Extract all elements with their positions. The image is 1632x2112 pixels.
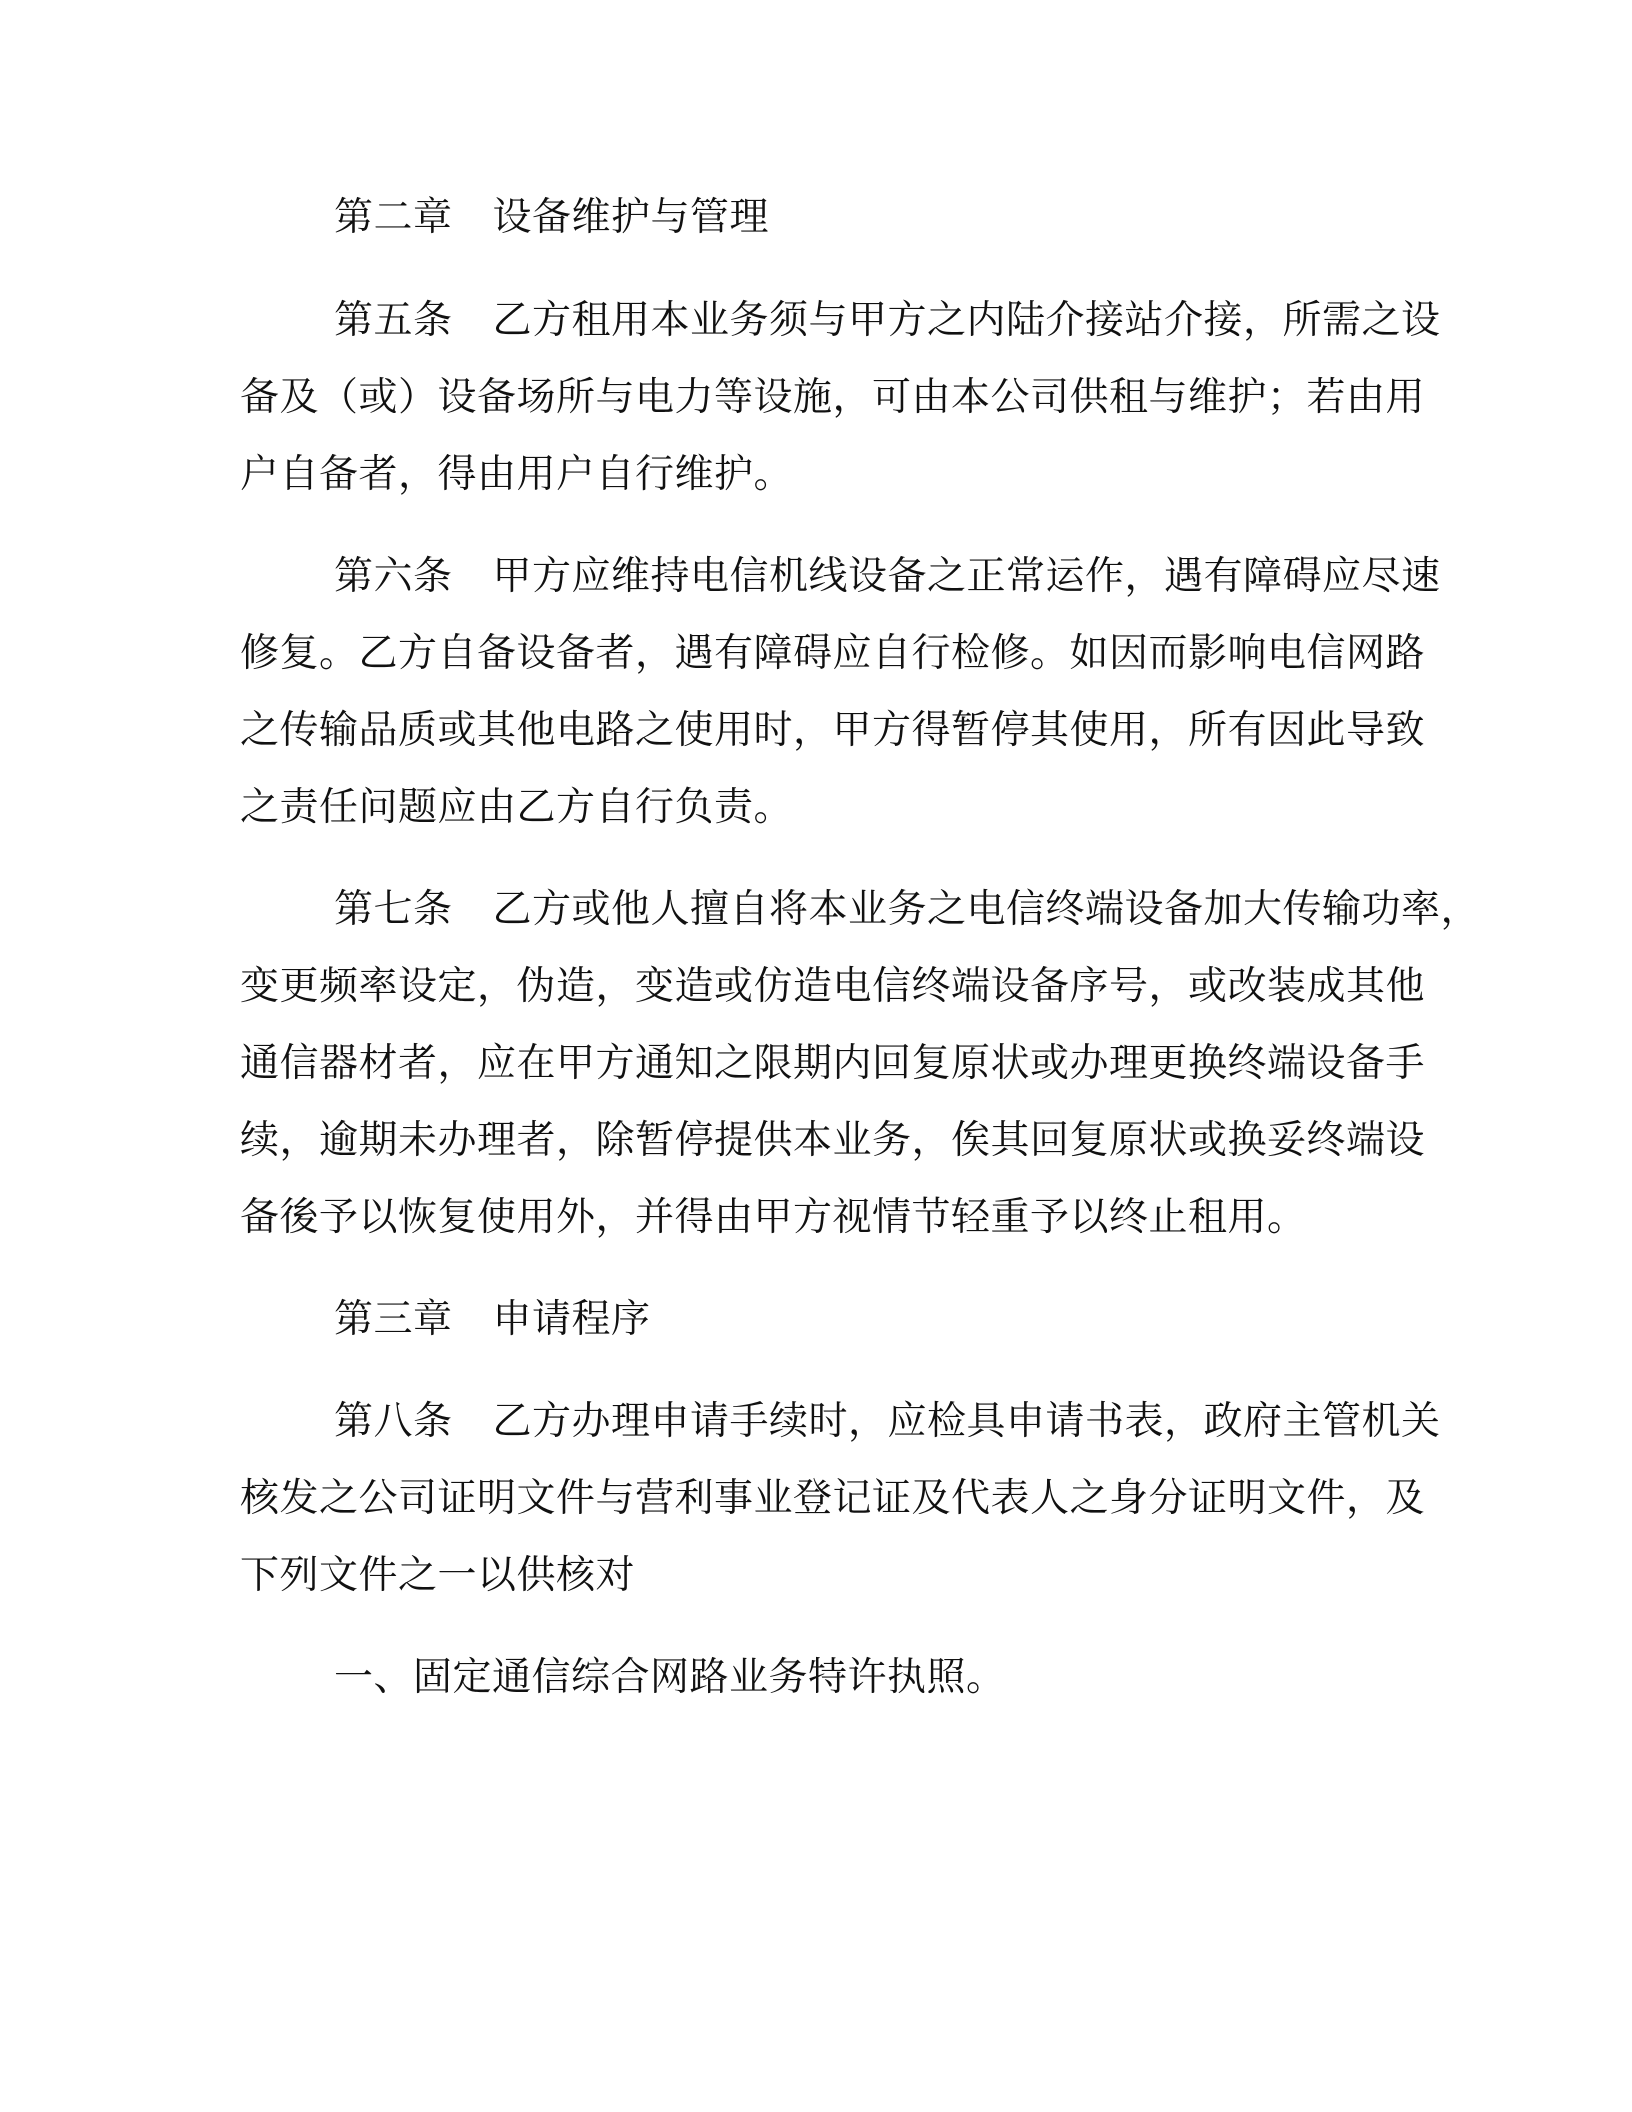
chapter-heading <box>334 1296 651 1344</box>
article-line: 续，逾期未办理者，除暂停提供本业务，俟其回复原状或换妥终端设 <box>240 1118 1426 1163</box>
article-line: 下列文件之一以供核对 <box>240 1553 636 1598</box>
article-text: 乙方办理申请手续时，应检具申请书表，政府主管机关 <box>492 1399 1441 1444</box>
chapter-label: 第三章 <box>334 1297 453 1342</box>
article-line: 通信器材者，应在甲方通知之限期内回复原状或办理更换终端设备手 <box>240 1041 1426 1086</box>
article-first-line <box>334 886 1480 934</box>
article-line: 核发之公司证明文件与营利事业登记证及代表人之身分证明文件，及 <box>240 1476 1426 1521</box>
article-line: 备後予以恢复使用外，并得由甲方视情节轻重予以终止租用。 <box>240 1195 1307 1240</box>
chapter-title: 申请程序 <box>492 1297 651 1342</box>
article-line: 之传输品质或其他电路之使用时，甲方得暂停其使用，所有因此导致 <box>240 708 1426 753</box>
article-label: 第八条 <box>334 1399 453 1444</box>
article-line: 备及（或）设备场所与电力等设施，可由本公司供租与维护；若由用 <box>240 375 1426 420</box>
article-line: 修复。乙方自备设备者，遇有障碍应自行检修。如因而影响电信网路 <box>240 631 1426 676</box>
chapter-heading <box>334 194 769 242</box>
article-first-line <box>334 553 1441 601</box>
article-label: 第五条 <box>334 298 453 343</box>
article-text: 甲方应维持电信机线设备之正常运作，遇有障碍应尽速 <box>492 554 1441 599</box>
article-line: 变更频率设定，伪造，变造或仿造电信终端设备序号，或改装成其他 <box>240 964 1426 1009</box>
article-line: 之责任问题应由乙方自行负责。 <box>240 785 794 830</box>
article-line: 户自备者，得由用户自行维护。 <box>240 452 794 497</box>
chapter-label: 第二章 <box>334 195 453 240</box>
article-label: 第七条 <box>334 887 453 932</box>
list-item: 一、固定通信综合网路业务特许执照。 <box>334 1655 1006 1700</box>
article-label: 第六条 <box>334 554 453 599</box>
article-first-line <box>334 1398 1441 1446</box>
article-text: 乙方租用本业务须与甲方之内陆介接站介接，所需之设 <box>492 298 1441 343</box>
article-first-line <box>334 297 1441 345</box>
article-text: 乙方或他人擅自将本业务之电信终端设备加大传输功率， <box>492 887 1481 932</box>
chapter-title: 设备维护与管理 <box>492 195 770 240</box>
